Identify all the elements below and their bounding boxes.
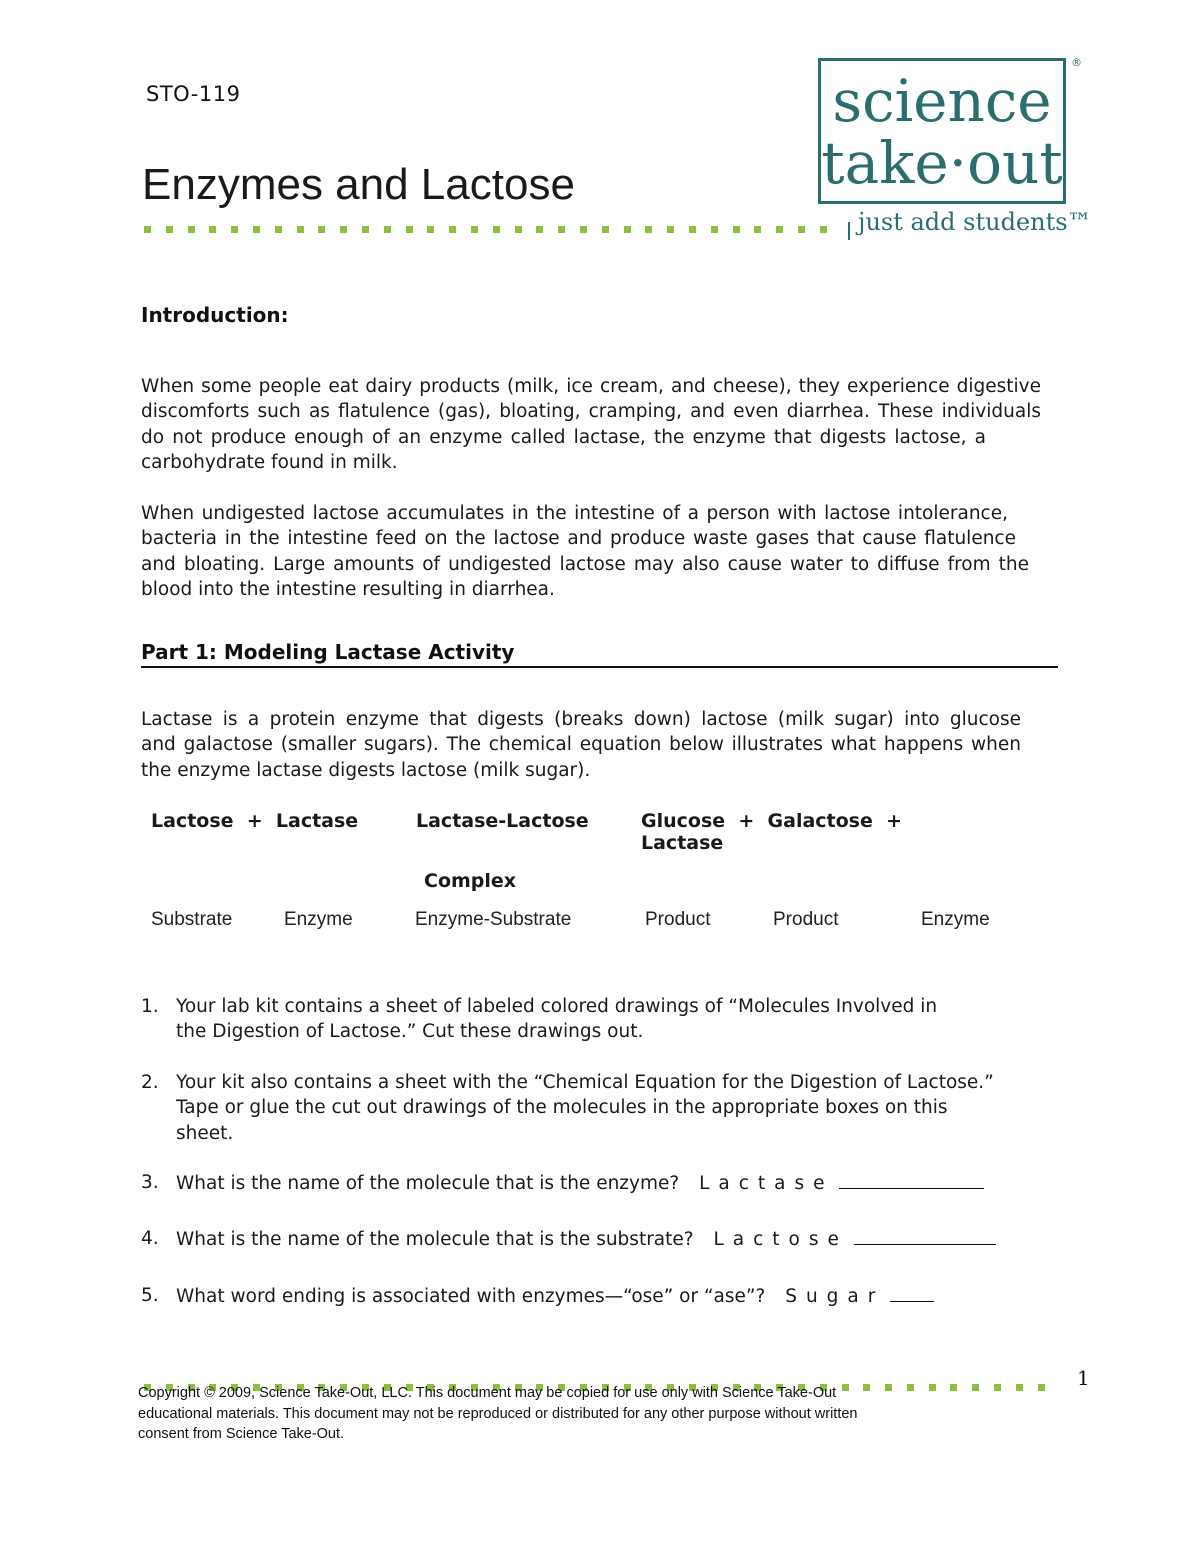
text-line: the enzyme lactase digests lactose (milk sugar). [141, 759, 591, 781]
question-text: sheet. [176, 1122, 234, 1144]
copyright-line: educational materials. This document may not be reproduced or distributed for any other purpose without written [138, 1405, 858, 1422]
dot [275, 226, 282, 233]
text-line: discomforts such as flatulence (gas), bloating, cramping, and even diarrhea. These individuals [141, 401, 1041, 423]
question-number: 2. [141, 1072, 159, 1093]
intro-paragraph-1 [141, 374, 1041, 476]
dot [188, 226, 195, 233]
answer-blank[interactable] [839, 1170, 984, 1189]
answer-blank[interactable] [854, 1226, 996, 1245]
dot [384, 226, 391, 233]
copyright-notice [138, 1383, 938, 1445]
role-enzyme: Enzyme [284, 909, 353, 930]
title-dotted-rule [144, 226, 844, 234]
text-line: carbohydrate found in milk. [141, 452, 398, 474]
dot [667, 226, 674, 233]
dot [471, 226, 478, 233]
role-product: Product [645, 909, 711, 930]
dot [449, 226, 456, 233]
dot [972, 1384, 979, 1391]
logo-tagline: just add students™ [858, 208, 1092, 236]
dot [209, 226, 216, 233]
question-text: Your lab kit contains a sheet of labeled colored drawings of “Molecules Involved in [176, 996, 938, 1017]
registered-mark: ® [1071, 56, 1082, 69]
equation-complex-label: Complex [424, 870, 517, 892]
equation-products-enzyme: Lactase [641, 832, 724, 854]
dot [624, 226, 631, 233]
dot [950, 1384, 957, 1391]
equation-reactants: Lactose + Lactase [151, 810, 359, 832]
role-enzyme-2: Enzyme [921, 909, 990, 930]
tagline-divider [848, 222, 850, 240]
question-number: 5. [141, 1285, 159, 1306]
intro-paragraph-2 [141, 501, 1041, 603]
dot [733, 226, 740, 233]
dot [493, 226, 500, 233]
dot [689, 226, 696, 233]
logo-text-take-out: take·out [821, 129, 1063, 197]
answer-text: Lactose [713, 1229, 848, 1250]
part-1-heading: Part 1: Modeling Lactase Activity [141, 640, 1058, 668]
question-5 [141, 1283, 1041, 1311]
dot [231, 226, 238, 233]
question-1 [141, 994, 1041, 1054]
equation-complex: Lactase-Lactose [416, 810, 589, 832]
dot [602, 226, 609, 233]
text-line: blood into the intestine resulting in diarrhea. [141, 579, 555, 601]
role-product: Product [773, 909, 839, 930]
question-prompt: What word ending is associated with enzymes—“ose” or “ase”? [176, 1286, 766, 1307]
dot [406, 226, 413, 233]
question-text [176, 1226, 996, 1252]
copyright-line: consent from Science Take-Out. [138, 1426, 345, 1442]
question-2 [141, 1070, 1041, 1150]
page-number: 1 [1077, 1366, 1090, 1390]
dot [994, 1384, 1001, 1391]
dot [340, 226, 347, 233]
dot [166, 226, 173, 233]
document-id: STO-119 [146, 82, 241, 106]
question-number: 4. [141, 1228, 159, 1249]
dot [515, 226, 522, 233]
equation-products: Glucose + Galactose + [641, 810, 903, 832]
answer-text: Sugar [785, 1286, 885, 1307]
dot [536, 226, 543, 233]
question-number: 1. [141, 996, 159, 1017]
question-4 [141, 1226, 1061, 1254]
dot [776, 226, 783, 233]
dot [318, 226, 325, 233]
role-substrate: Substrate [151, 909, 233, 930]
answer-blank[interactable] [890, 1283, 934, 1302]
introduction-heading: Introduction: [141, 303, 289, 327]
copyright-line: Copyright © 2009, Science Take-Out, LLC. This document may be copied for use only with Science Take-Out [138, 1385, 837, 1401]
dot [1038, 1384, 1045, 1391]
question-prompt: What is the name of the molecule that is the enzyme? [176, 1173, 680, 1194]
question-text: the Digestion of Lactose.” Cut these drawings out. [176, 1021, 644, 1043]
part-1-paragraph [141, 707, 1041, 783]
question-text: Your kit also contains a sheet with the “Chemical Equation for the Digestion of Lactose.” [176, 1072, 994, 1093]
dot [427, 226, 434, 233]
text-line: Lactase is a protein enzyme that digests (breaks down) lactose (milk sugar) into glucose [141, 709, 1021, 730]
dot [820, 226, 827, 233]
question-3 [141, 1170, 1041, 1198]
page-title: Enzymes and Lactose [142, 160, 575, 209]
dot [645, 226, 652, 233]
dot [253, 226, 260, 233]
question-text [176, 1170, 984, 1196]
role-enzyme-substrate: Enzyme-Substrate [415, 909, 572, 930]
question-number: 3. [141, 1172, 159, 1193]
dot [558, 226, 565, 233]
dot [754, 226, 761, 233]
text-line: and bloating. Large amounts of undigested lactose may also cause water to diffuse from the [141, 553, 1029, 575]
question-prompt: What is the name of the molecule that is the substrate? [176, 1229, 694, 1250]
text-line: When undigested lactose accumulates in the intestine of a person with lactose intolerance, [141, 503, 1008, 524]
text-line: and galactose (smaller sugars). The chemical equation below illustrates what happens when [141, 734, 1021, 756]
dot [297, 226, 304, 233]
text-line: When some people eat dairy products (milk, ice cream, and cheese), they experience digestive [141, 376, 1041, 397]
dot [1016, 1384, 1023, 1391]
logo-text-science: science [832, 67, 1052, 135]
text-line: bacteria in the intestine feed on the lactose and produce waste gases that cause flatulence [141, 528, 1016, 550]
text-line: do not produce enough of an enzyme called lactase, the enzyme that digests lactose, a [141, 426, 986, 448]
dot [144, 226, 151, 233]
dot [580, 226, 587, 233]
question-text [176, 1283, 934, 1309]
dot [362, 226, 369, 233]
science-take-out-logo [818, 58, 1066, 204]
question-text: Tape or glue the cut out drawings of the molecules in the appropriate boxes on this [176, 1097, 948, 1119]
dot [711, 226, 718, 233]
answer-text: Lactase [699, 1173, 834, 1194]
dot [798, 226, 805, 233]
